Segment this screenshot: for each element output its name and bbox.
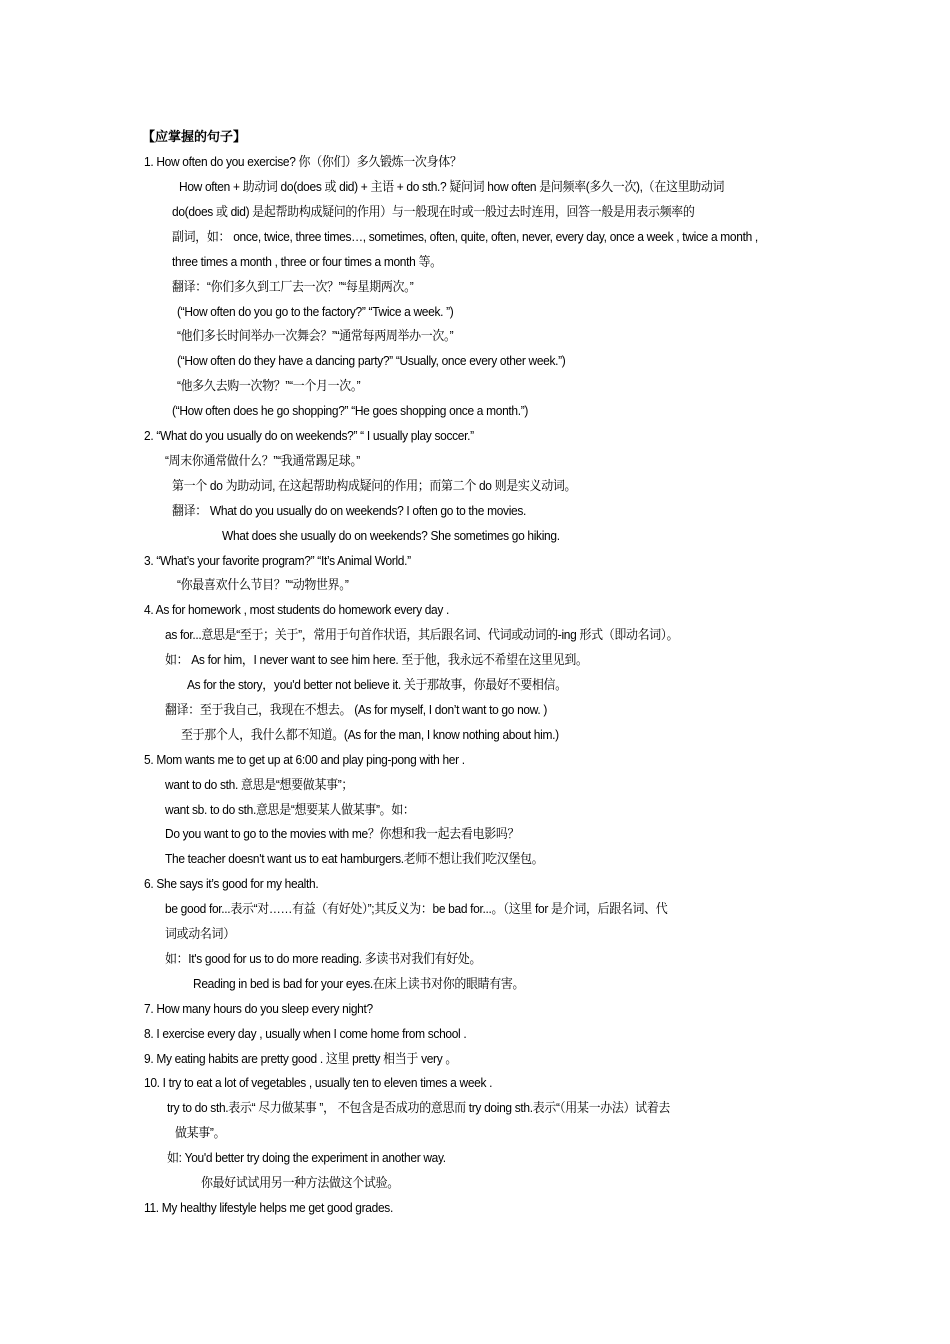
text-line: “你最喜欢什么节目？”“动物世界。”: [177, 577, 349, 592]
section-heading: 【应掌握的句子】: [142, 129, 247, 144]
text-line: 如: You'd better try doing the experiment in another way.: [167, 1150, 446, 1165]
text-line: (“How often does he go shopping?” “He goes shopping once a month.”): [172, 403, 529, 418]
text-line: 2. “What do you usually do on weekends?” “ I usually play soccer.”: [144, 428, 474, 443]
text-line: 1. How often do you exercise? 你（你们）多久锻炼一次身体？: [144, 154, 462, 169]
text-line: 做某事”。: [175, 1125, 226, 1140]
text-line: 6. She says it’s good for my health.: [144, 876, 319, 891]
text-line: 翻译：至于我自己，我现在不想去。 (As for myself, I don’t want to go now. ): [165, 702, 548, 717]
text-line: try to do sth.表示“ 尽力做某事 ”， 不包含是否成功的意思而 try doing sth.表示“（用某一办法）试着去: [167, 1100, 671, 1115]
text-line: The teacher doesn't want us to eat hamburgers.老师不想让我们吃汉堡包。: [165, 851, 544, 866]
text-line: 9. My eating habits are pretty good . 这里 pretty 相当于 very 。: [144, 1051, 458, 1066]
text-line: do(does 或 did) 是起帮助构成疑问的作用）与一般现在时或一般过去时连用，回答一般是用表示频率的: [172, 204, 695, 219]
text-line: 11. My healthy lifestyle helps me get good grades.: [144, 1200, 393, 1215]
text-line: “周末你通常做什么？”“我通常踢足球。”: [165, 453, 360, 468]
text-line: 4. As for homework , most students do homework every day .: [144, 602, 450, 617]
text-line: How often + 助动词 do(does 或 did) + 主语 + do sth.? 疑问词 how often 是问频率(多久一次),（在这里助动词: [179, 179, 725, 194]
text-line: 10. I try to eat a lot of vegetables , usually ten to eleven times a week .: [144, 1075, 493, 1090]
text-line: 至于那个人，我什么都不知道。(As for the man, I know nothing about him.): [181, 727, 559, 742]
text-line: 词或动名词）: [165, 926, 235, 941]
text-line: (“How often do you go to the factory?” “Twice a week. ”): [177, 304, 454, 319]
text-line: 7. How many hours do you sleep every night?: [144, 1001, 373, 1016]
text-line: Reading in bed is bad for your eyes.在床上读书对你的眼睛有害。: [193, 976, 525, 991]
text-line: 翻译：“你们多久到工厂去一次？”“每星期两次。”: [172, 279, 414, 294]
text-line: want to do sth. 意思是“想要做某事”；: [165, 777, 354, 792]
text-line: 8. I exercise every day , usually when I come home from school .: [144, 1026, 467, 1041]
text-line: “他们多长时间举办一次舞会？”“通常每两周举办一次。”: [177, 328, 454, 343]
text-line: want sb. to do sth.意思是“想要某人做某事”。如：: [165, 802, 415, 817]
text-line: be good for...表示“对……有益（有好处）”;其反义为：be bad for...。（这里 for 是介词，后跟名词、代: [165, 901, 668, 916]
text-line: three times a month , three or four times a month 等。: [172, 254, 442, 269]
text-line: “他多久去购一次物？”“一个月一次。”: [177, 378, 361, 393]
text-line: 3. “What’s your favorite program?” “It’s Animal World.”: [144, 553, 411, 568]
text-line: (“How often do they have a dancing party?” “Usually, once every other week.”): [177, 353, 566, 368]
text-line: As for the story，you'd better not believe it. 关于那故事，你最好不要相信。: [187, 677, 567, 692]
text-line: 第一个 do 为助动词, 在这起帮助构成疑问的作用；而第二个 do 则是实义动词。: [172, 478, 577, 493]
text-line: Do you want to go to the movies with me？你想和我一起去看电影吗？: [165, 826, 520, 841]
text-line: 翻译： What do you usually do on weekends? I often go to the movies.: [172, 503, 527, 518]
text-line: as for...意思是“至于；关于”，常用于句首作状语，其后跟名词、代词或动词的-ing 形式（即动名词）。: [165, 627, 679, 642]
text-line: 你最好试试用另一种方法做这个试验。: [201, 1175, 399, 1190]
text-line: 5. Mom wants me to get up at 6:00 and play ping-pong with her .: [144, 752, 465, 767]
text-line: 如： As for him，I never want to see him here. 至于他，我永远不希望在这里见到。: [165, 652, 588, 667]
text-line: 副词，如： once, twice, three times…, sometimes, often, quite, often, never, every day, once a week , twice a month ,: [172, 229, 758, 244]
text-line: What does she usually do on weekends? She sometimes go hiking.: [222, 528, 560, 543]
text-line: 如：It's good for us to do more reading. 多读书对我们有好处。: [165, 951, 482, 966]
